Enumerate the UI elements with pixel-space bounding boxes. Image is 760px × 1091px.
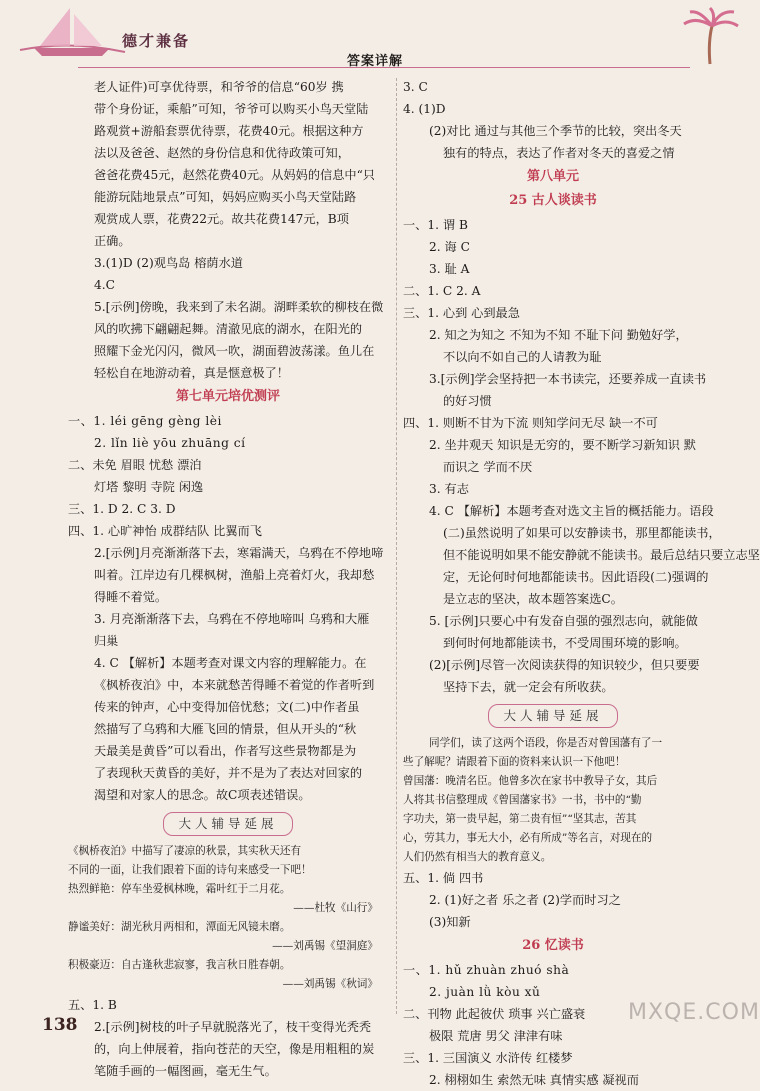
answer-line: 得睡不着觉。 xyxy=(94,590,168,604)
answer-line: 2.[示例]树枝的叶子早就脱落光了，枝干变得光秃秃 xyxy=(94,1020,372,1034)
answer-line: 3. 月亮渐渐落下去，乌鸦在不停地啼叫 乌鸦和大雁 xyxy=(94,612,370,626)
answer-line: 3. C xyxy=(403,80,428,94)
answer-line: 积极豪迈：自古逢秋悲寂寥，我言秋日胜春朝。 xyxy=(68,959,291,971)
page-header xyxy=(0,0,750,69)
answer-line: 些了解呢？请跟着下面的资料来认识一下他吧！ xyxy=(403,756,626,768)
answer-line: 渴望和对家人的思念。故C项表述错误。 xyxy=(94,788,311,802)
answer-line: 《枫桥夜泊》中描写了凄凉的秋景，其实秋天还有 xyxy=(68,845,302,857)
answer-line: 3. 有志 xyxy=(429,482,469,496)
answer-line: (二)虽然说明了如果可以安静读书，那里都能读书， xyxy=(443,526,721,540)
answer-line: 带个身份证，乘船”可知，爷爷可以购买小鸟天堂陆 xyxy=(94,102,369,116)
answer-line: 五、1. 倘 四书 xyxy=(403,871,484,885)
answer-line: 灯塔 黎明 寺院 闲逸 xyxy=(94,480,204,494)
palm-tree-icon xyxy=(680,6,740,66)
answer-line: 爸爸花费45元，赵然花费40元。从妈妈的信息中“只 xyxy=(94,168,375,182)
answer-line: (3)知新 xyxy=(429,915,471,929)
answer-line: 天最美是黄昏”可以看出，作者写这些景物都是为 xyxy=(94,744,357,758)
answer-line: 三、1. 三国演义 水浒传 红楼梦 xyxy=(403,1051,573,1065)
answer-line: 二、刊物 此起彼伏 琐事 兴亡盛衰 xyxy=(403,1007,586,1021)
answer-line: 的，向上伸展着，指向苍茫的天空，像是用粗粗的炭 xyxy=(94,1042,375,1056)
extension-heading xyxy=(403,704,703,728)
answer-line: 叫着。江岸边有几棵枫树，渔船上亮着灯火，我却愁 xyxy=(94,568,375,582)
answer-line: 传来的钟声，心中变得加倍忧愁；文(二)中作者虽 xyxy=(94,700,360,714)
answer-line: 三、1. 心到 心到最急 xyxy=(403,306,520,320)
answer-line: 然描写了乌鸦和大雁飞回的情景，但从开头的“秋 xyxy=(94,722,357,736)
answer-line: 的好习惯 xyxy=(443,394,492,408)
answer-line: 正确。 xyxy=(94,234,131,248)
answer-line: 坚持下去，就一定会有所收获。 xyxy=(443,680,614,694)
section-title: 答案详解 xyxy=(346,54,403,69)
answer-line: 到何时何地都能读书，不受周围环境的影响。 xyxy=(443,636,687,650)
answer-line: ——刘禹锡《秋词》 xyxy=(282,978,378,990)
answer-line: 同学们，读了这两个语段，你是否对曾国藩有了一 xyxy=(429,737,663,749)
answer-line: 笔随手画的一幅图画，毫无生气。 xyxy=(94,1064,277,1078)
answer-line: 一、1. 谓 B xyxy=(403,218,468,232)
answer-line: 观赏成人票，花费22元。故共花费147元，B项 xyxy=(94,212,349,226)
answer-line: 一、1. hǔ zhuàn zhuó shà xyxy=(403,963,570,977)
answer-line: 人们仍然有相当大的教育意义。 xyxy=(403,851,552,863)
answer-line: 3.(1)D (2)观鸟岛 榕荫水道 xyxy=(94,256,243,270)
answer-line: 不以向不如自己的人请教为耻 xyxy=(443,350,602,364)
answer-line: ——杜牧《山行》 xyxy=(293,902,378,914)
answer-line: 归巢 xyxy=(94,634,119,648)
answer-line: 风的吹拂下翩翩起舞。清澈见底的湖水，在阳光的 xyxy=(94,322,363,336)
answer-line: 4. (1)D xyxy=(403,102,446,116)
answer-line: 《枫桥夜泊》中，本来就愁苦得睡不着觉的作者听到 xyxy=(94,678,375,692)
column-divider xyxy=(396,78,397,1014)
watermark: MXQE.COM xyxy=(628,1000,760,1025)
answer-line: 能游玩陆地景点”可知，妈妈应购买小鸟天堂陆路 xyxy=(94,190,357,204)
answer-line: 而识之 学而不厌 xyxy=(443,460,533,474)
answer-line: 人将其书信整理成《曾国藩家书》一书，书中的“勤 xyxy=(403,794,642,806)
answer-line: 2. lǐn liè yōu zhuāng cí xyxy=(94,436,246,450)
answer-line: (2)对比 通过与其他三个季节的比较，突出冬天 xyxy=(429,124,682,138)
answer-line: 热烈鲜艳：停车坐爱枫林晚，霜叶红于二月花。 xyxy=(68,883,291,895)
answer-line: 路观赏+游船套票优待票，花费40元。根据这种方 xyxy=(94,124,364,138)
answer-line: 是立志的坚决，故本题答案选C。 xyxy=(443,592,623,606)
answer-line: 3.[示例]学会坚持把一本书读完，还要养成一直读书 xyxy=(429,372,707,386)
answer-line: 心，劳其力，事无大小，必有所成”等名言，对现在的 xyxy=(403,832,653,844)
answer-line: ——刘禹锡《望洞庭》 xyxy=(272,940,378,952)
answer-line: 四、1. 心旷神怡 成群结队 比翼而飞 xyxy=(68,524,262,538)
answer-line: 3. 耻 A xyxy=(429,262,470,276)
answer-line: 5.[示例]傍晚，我来到了未名湖。湖畔柔软的柳枝在微 xyxy=(94,300,384,314)
answer-line: 照耀下金光闪闪，微风一吹，湖面碧波荡漾。鱼儿在 xyxy=(94,344,375,358)
extension-heading-label: 大人辅导延展 xyxy=(488,704,617,728)
unit-heading: 26 忆读书 xyxy=(522,938,584,953)
unit-heading: 25 古人谈读书 xyxy=(509,193,597,208)
answer-line: 独有的特点，表达了作者对冬天的喜爱之情 xyxy=(443,146,675,160)
answer-line: 但不能说明如果不能安静就不能读书。最后总结只要立志坚 xyxy=(443,548,760,562)
answer-line: (2)[示例]尽管一次阅读获得的知识较少，但只要要 xyxy=(429,658,700,672)
answer-line: 2.[示例]月亮渐渐落下去，寒霜满天，乌鸦在不停地啼 xyxy=(94,546,384,560)
extension-heading xyxy=(68,812,388,836)
left-column xyxy=(68,76,388,1082)
extension-heading-label: 大人辅导延展 xyxy=(163,812,292,836)
answer-line: 2. 坐井观天 知识是无穷的，要不断学习新知识 默 xyxy=(429,438,696,452)
answer-line: 4. C 【解析】本题考查对选文主旨的概括能力。语段 xyxy=(429,504,714,518)
answer-line: 2. (1)好之者 乐之者 (2)学而时习之 xyxy=(429,893,621,907)
answer-line: 4.C xyxy=(94,278,115,292)
answer-line: 2. 诲 C xyxy=(429,240,470,254)
answer-line: 2. 栩栩如生 索然无味 真情实感 凝视而 xyxy=(429,1073,639,1087)
answer-line: 法以及爸爸、赵然的身份信息和优待政策可知， xyxy=(94,146,350,160)
answer-line: 三、1. D 2. C 3. D xyxy=(68,502,176,516)
answer-line: 了表现秋天黄昏的美好，并不是为了表达对回家的 xyxy=(94,766,363,780)
answer-line: 五、1. B xyxy=(68,998,117,1012)
unit-heading: 第七单元培优测评 xyxy=(175,389,280,404)
answer-line: 定，无论何时何地都能读书。因此语段(二)强调的 xyxy=(443,570,709,584)
answer-line: 四、1. 则断不甘为下流 则知学问无尽 缺一不可 xyxy=(403,416,658,430)
right-column xyxy=(403,76,760,1091)
answer-line: 二、未免 眉眼 忧愁 漂泊 xyxy=(68,458,202,472)
answer-line: 二、1. C 2. A xyxy=(403,284,481,298)
answer-line: 4. C 【解析】本题考查对课文内容的理解能力。在 xyxy=(94,656,367,670)
header-rule xyxy=(78,67,690,68)
answer-line: 轻松自在地游动着，真是惬意极了！ xyxy=(94,366,289,380)
answer-line: 2. juàn lǜ kòu xǔ xyxy=(429,985,541,999)
answer-line: 5. [示例]只要心中有发奋自强的强烈志向，就能做 xyxy=(429,614,698,628)
answer-line: 字功夫，第一贵早起，第二贵有恒”“坚其志，苦其 xyxy=(403,813,637,825)
unit-heading: 第八单元 xyxy=(526,169,579,184)
answer-line: 极限 荒唐 男父 津津有味 xyxy=(429,1029,563,1043)
brand-title: 德才兼备 xyxy=(122,32,191,50)
answer-line: 不同的一面，让我们跟着下面的诗句来感受一下吧！ xyxy=(68,864,312,876)
answer-line: 曾国藩：晚清名臣。他曾多次在家书中教导子女，其后 xyxy=(403,775,658,787)
answer-line: 静谧美好：湖光秋月两相和，潭面无风镜未磨。 xyxy=(68,921,291,933)
answer-line: 老人证件)可享优待票，和爷爷的信息“60岁 携 xyxy=(94,80,344,94)
page-number: 138 xyxy=(42,1015,78,1035)
answer-line: 一、1. léi gēng gèng lèi xyxy=(68,414,222,428)
answer-line: 2. 知之为知之 不知为不知 不耻下问 勤勉好学， xyxy=(429,328,688,342)
